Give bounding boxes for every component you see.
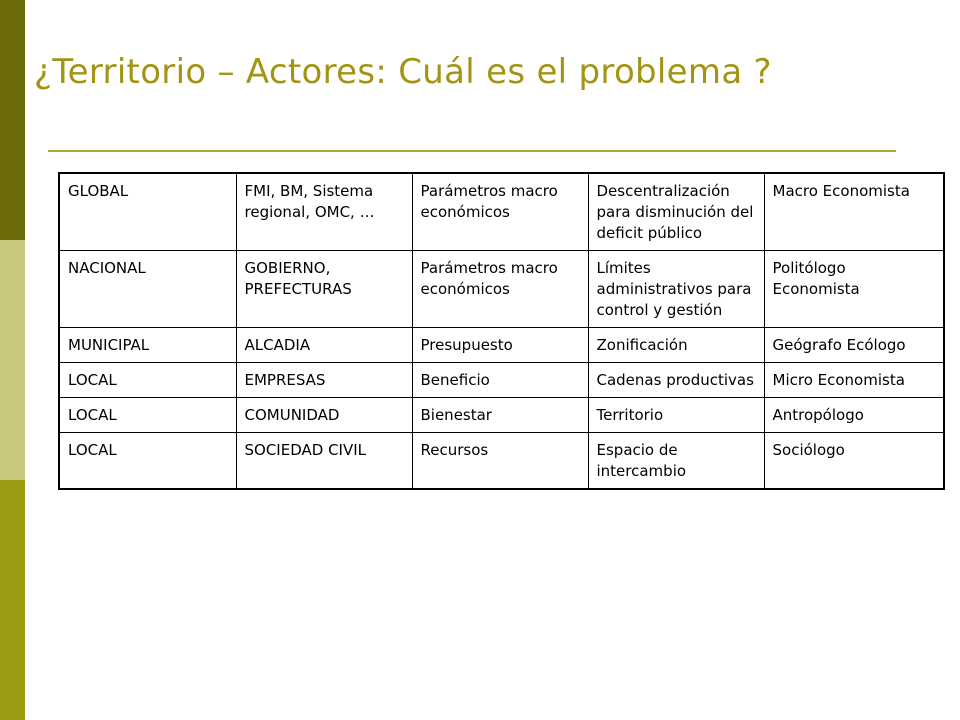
table-row	[59, 328, 944, 363]
table-cell: Recursos	[412, 433, 588, 490]
table-cell: Presupuesto	[412, 328, 588, 363]
table-row	[59, 433, 944, 490]
table-cell: GOBIERNO, PREFECTURAS	[236, 251, 412, 328]
table-cell: Beneficio	[412, 363, 588, 398]
table-cell: Espacio de intercambio	[588, 433, 764, 490]
table-cell: Micro Economista	[764, 363, 944, 398]
side-bar-bottom-segment	[0, 480, 25, 720]
table-row	[59, 398, 944, 433]
table-cell: NACIONAL	[59, 251, 236, 328]
table-cell: LOCAL	[59, 363, 236, 398]
table-cell: LOCAL	[59, 433, 236, 490]
table-cell: Antropólogo	[764, 398, 944, 433]
title-divider	[48, 150, 896, 152]
actors-table	[58, 172, 945, 490]
table-cell: Zonificación	[588, 328, 764, 363]
table-cell: EMPRESAS	[236, 363, 412, 398]
side-bar-top-segment	[0, 0, 25, 240]
table-cell: GLOBAL	[59, 173, 236, 251]
table-cell: COMUNIDAD	[236, 398, 412, 433]
table-cell: Sociólogo	[764, 433, 944, 490]
table-cell: ALCADIA	[236, 328, 412, 363]
table-cell: Parámetros macro económicos	[412, 173, 588, 251]
table-cell: MUNICIPAL	[59, 328, 236, 363]
table-cell: Cadenas productivas	[588, 363, 764, 398]
table-cell: Territorio	[588, 398, 764, 433]
table-cell: SOCIEDAD CIVIL	[236, 433, 412, 490]
table-cell: Límites administrativos para control y gestión	[588, 251, 764, 328]
table-row	[59, 363, 944, 398]
table-cell: LOCAL	[59, 398, 236, 433]
table-row	[59, 173, 944, 251]
side-bar-middle-segment	[0, 240, 25, 480]
table-cell: Descentralización para disminución del deficit público	[588, 173, 764, 251]
table-cell: Parámetros macro económicos	[412, 251, 588, 328]
table-cell: FMI, BM, Sistema regional, OMC, …	[236, 173, 412, 251]
table-cell: Politólogo Economista	[764, 251, 944, 328]
table-cell: Macro Economista	[764, 173, 944, 251]
side-accent-bar	[0, 0, 25, 720]
slide-title: ¿Territorio – Actores: Cuál es el problema ?	[34, 52, 772, 92]
table-cell: Geógrafo Ecólogo	[764, 328, 944, 363]
table-row	[59, 251, 944, 328]
table-cell: Bienestar	[412, 398, 588, 433]
